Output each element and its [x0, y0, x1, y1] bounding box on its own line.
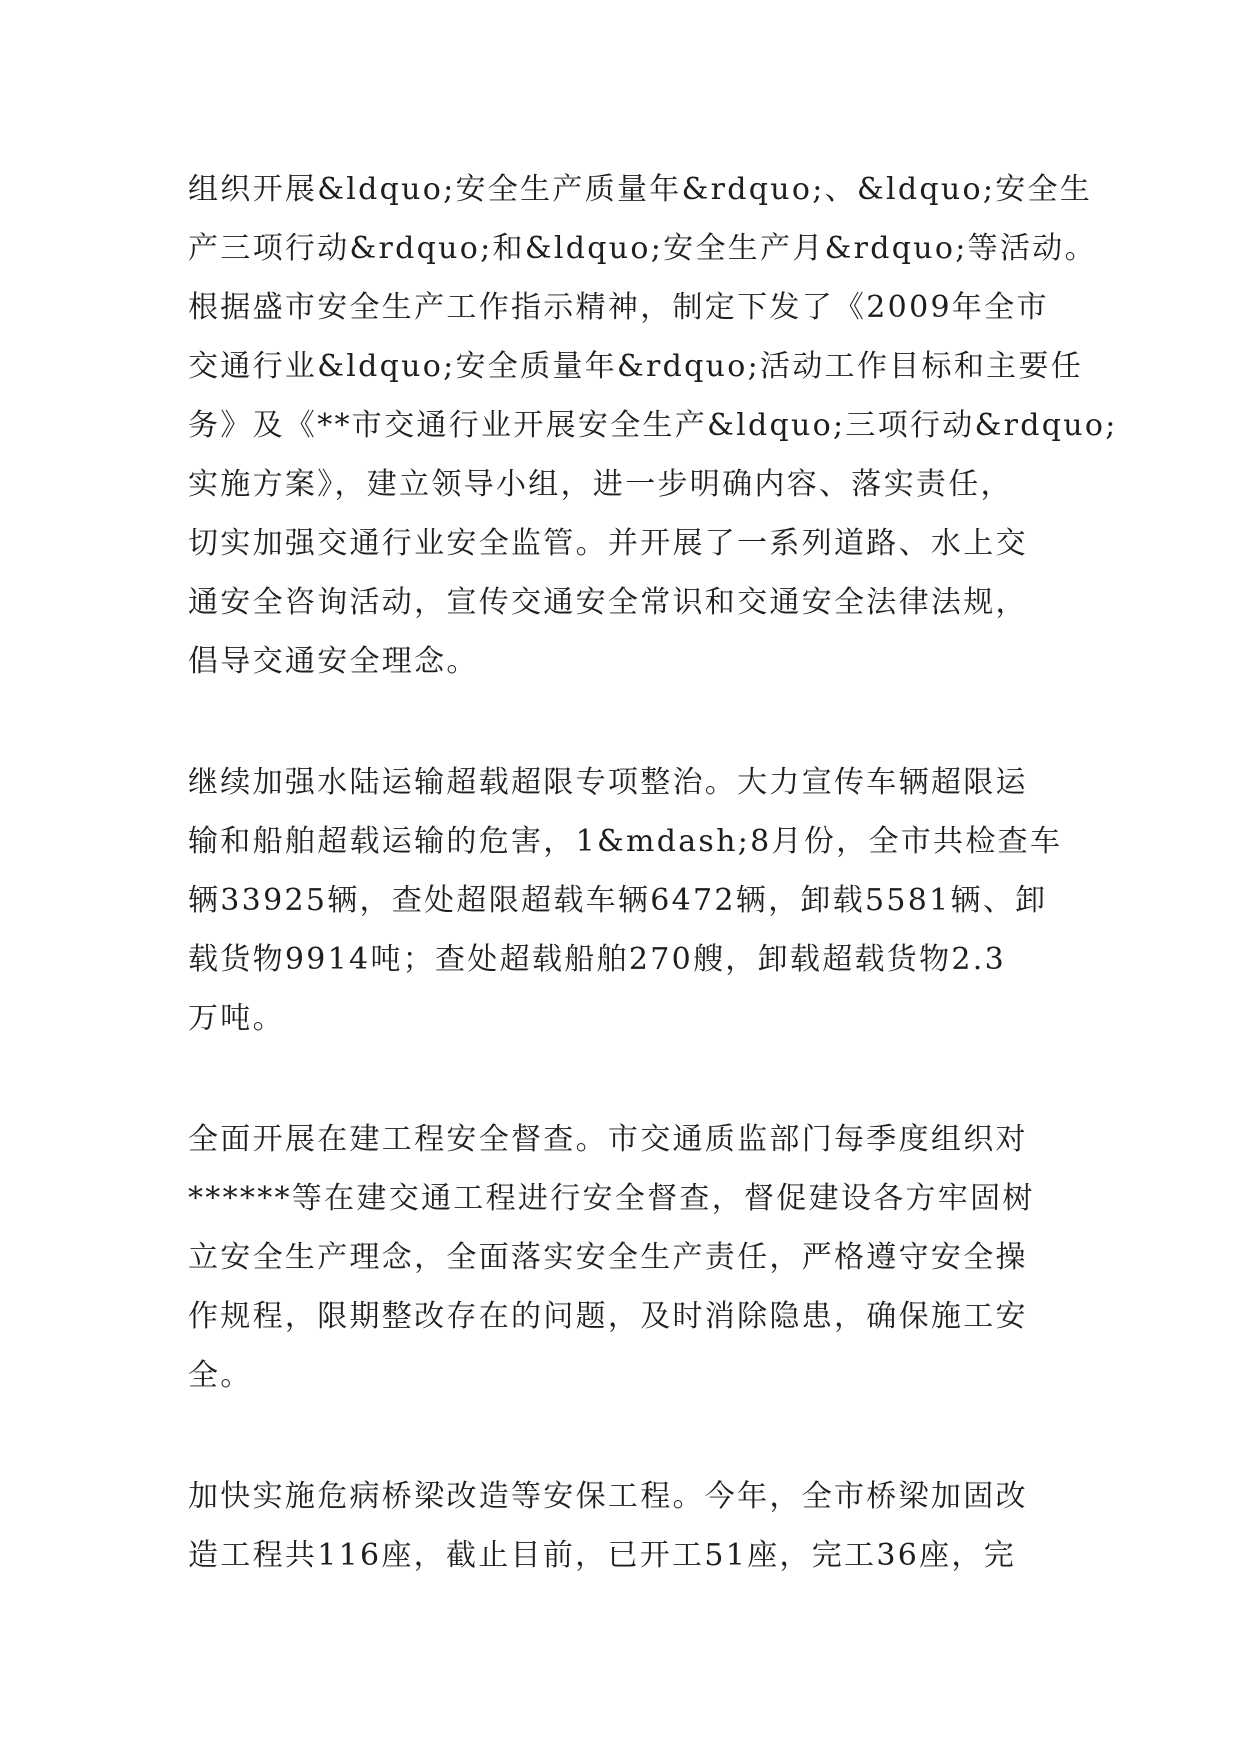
paragraph-safety-activities — [188, 160, 1118, 691]
text-line: ******等在建交通工程进行安全督查，督促建设各方牢固树 — [188, 1181, 1035, 1216]
text-line: 务》及《**市交通行业开展安全生产&ldquo;三项行动&rdquo; — [188, 408, 1118, 443]
text-line: 万吨。 — [188, 1001, 285, 1036]
document-body — [188, 160, 1118, 1585]
text-line: 切实加强交通行业安全监管。并开展了一系列道路、水上交 — [188, 526, 1028, 561]
text-line: 输和船舶超载运输的危害，1&mdash;8月份，全市共检查车 — [188, 824, 1063, 859]
text-line: 根据盛市安全生产工作指示精神，制定下发了《2009年全市 — [188, 290, 1049, 325]
text-line: 通安全咨询活动，宣传交通安全常识和交通安全法律法规， — [188, 585, 1028, 620]
text-line: 立安全生产理念，全面落实安全生产责任，严格遵守安全操 — [188, 1240, 1028, 1275]
text-line: 全面开展在建工程安全督查。市交通质监部门每季度组织对 — [188, 1122, 1028, 1157]
text-line: 倡导交通安全理念。 — [188, 644, 479, 679]
paragraph-spacer — [188, 691, 1058, 753]
paragraph-spacer — [188, 1048, 1058, 1110]
text-line: 产三项行动&rdquo;和&ldquo;安全生产月&rdquo;等活动。 — [188, 231, 1097, 266]
paragraph-bridge-renovation — [188, 1467, 1058, 1585]
text-line: 辆33925辆，查处超限超载车辆6472辆，卸载5581辆、卸 — [188, 883, 1048, 918]
text-line: 作规程，限期整改存在的问题，及时消除隐患，确保施工安 — [188, 1299, 1028, 1334]
text-line: 加快实施危病桥梁改造等安保工程。今年，全市桥梁加固改 — [188, 1479, 1028, 1514]
text-line: 组织开展&ldquo;安全生产质量年&rdquo;、&ldquo;安全生 — [188, 172, 1093, 207]
text-line: 继续加强水陆运输超载超限专项整治。大力宣传车辆超限运 — [188, 765, 1028, 800]
text-line: 全。 — [188, 1358, 253, 1393]
paragraph-overload-rectification — [188, 753, 1063, 1048]
text-line: 载货物9914吨；查处超载船舶270艘，卸载超载货物2.3 — [188, 942, 1007, 977]
text-line: 造工程共116座，截止目前，已开工51座，完工36座，完 — [188, 1538, 1017, 1573]
text-line: 实施方案》，建立领导小组，进一步明确内容、落实责任， — [188, 467, 1013, 502]
paragraph-construction-inspection — [188, 1110, 1058, 1405]
paragraph-spacer — [188, 1405, 1058, 1467]
text-line: 交通行业&ldquo;安全质量年&rdquo;活动工作目标和主要任 — [188, 349, 1084, 384]
